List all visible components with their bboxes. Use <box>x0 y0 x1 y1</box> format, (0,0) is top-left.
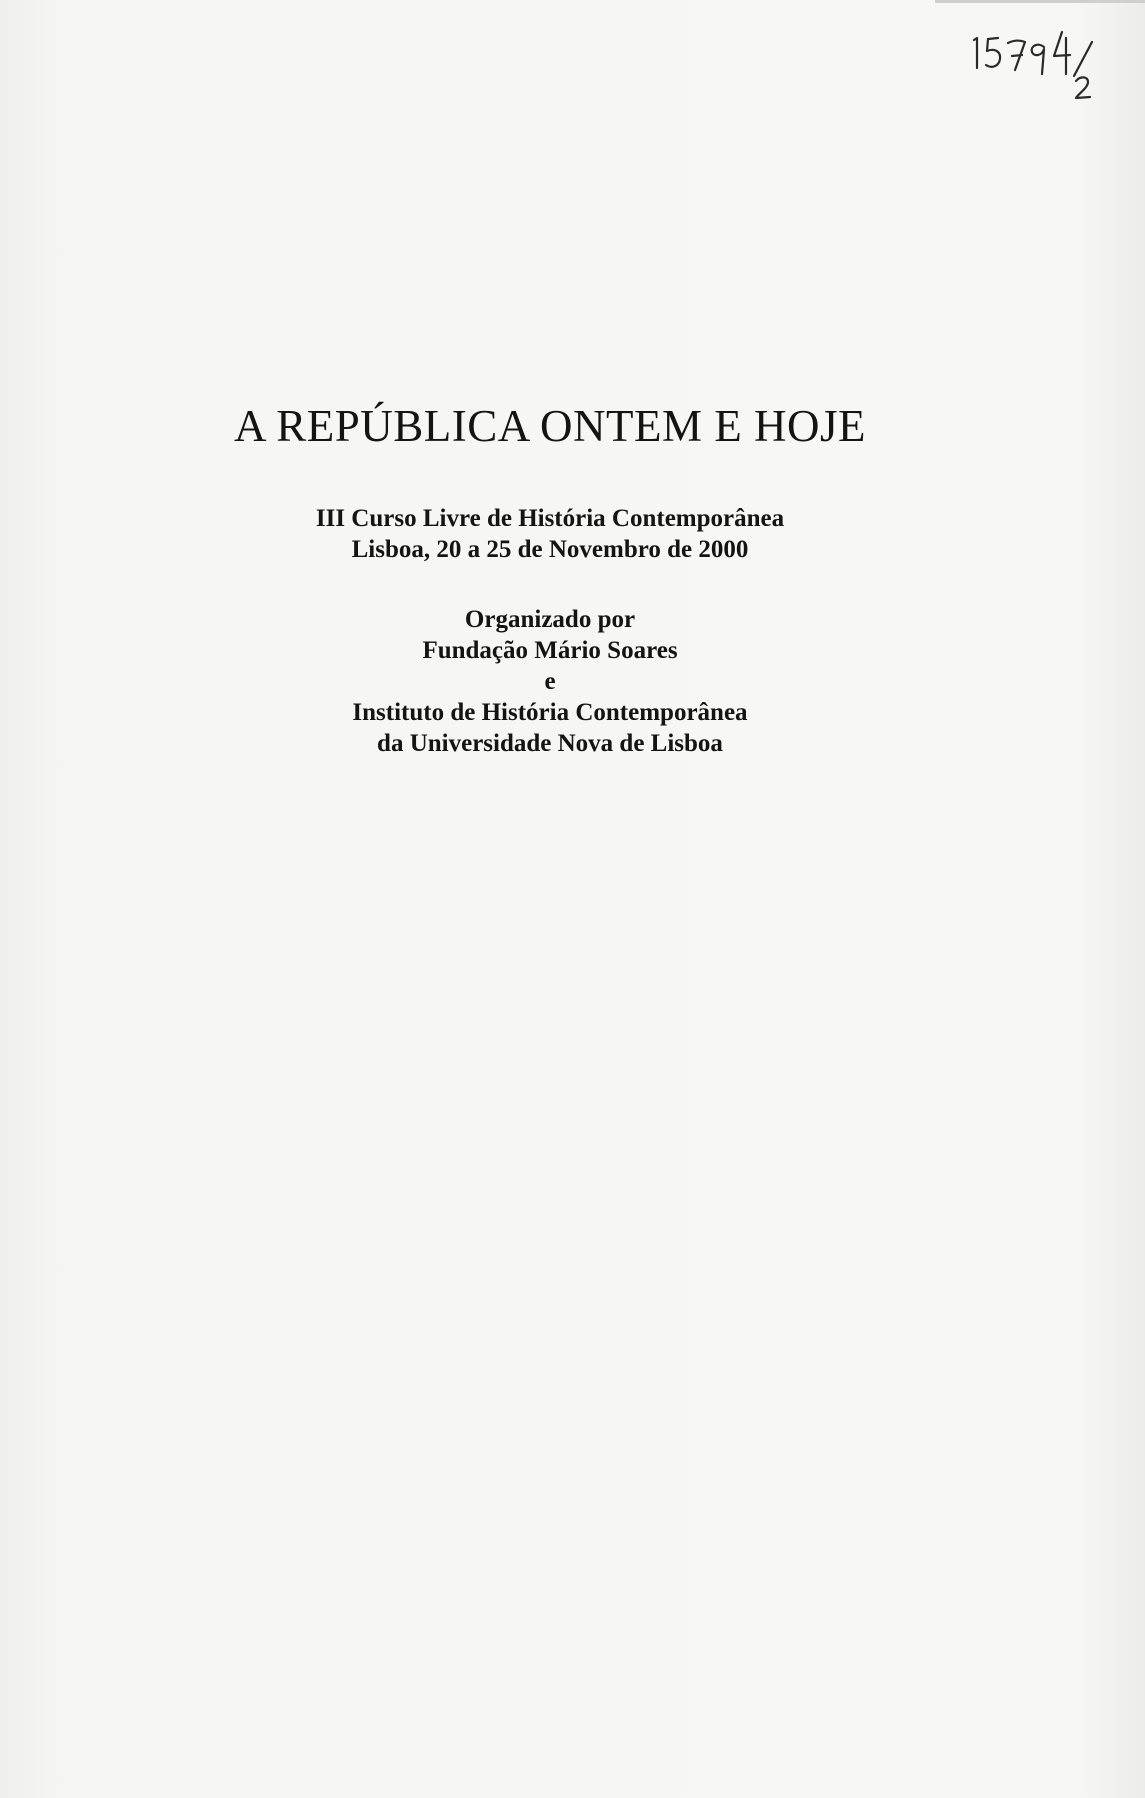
document-title: A REPÚBLICA ONTEM E HOJE <box>233 401 867 451</box>
course-block <box>0 503 1100 565</box>
handwritten-catalog-number-image <box>968 18 1138 108</box>
organizer-fundacao: Fundação Mário Soares <box>422 637 678 664</box>
organizer-instituto-line2: da Universidade Nova de Lisboa <box>377 730 723 757</box>
organized-by-label: Organizado por <box>464 606 636 633</box>
conjunction: e <box>544 668 556 695</box>
handwritten-catalog-number <box>968 18 1138 108</box>
top-edge-rule <box>935 0 1145 3</box>
course-place-dates: Lisboa, 20 a 25 de Novembro de 2000 <box>351 536 749 563</box>
course-name: III Curso Livre de História Contemporânea <box>315 505 785 532</box>
organizer-instituto-line1: Instituto de História Contemporânea <box>352 699 748 726</box>
organizers-block <box>0 604 1100 759</box>
